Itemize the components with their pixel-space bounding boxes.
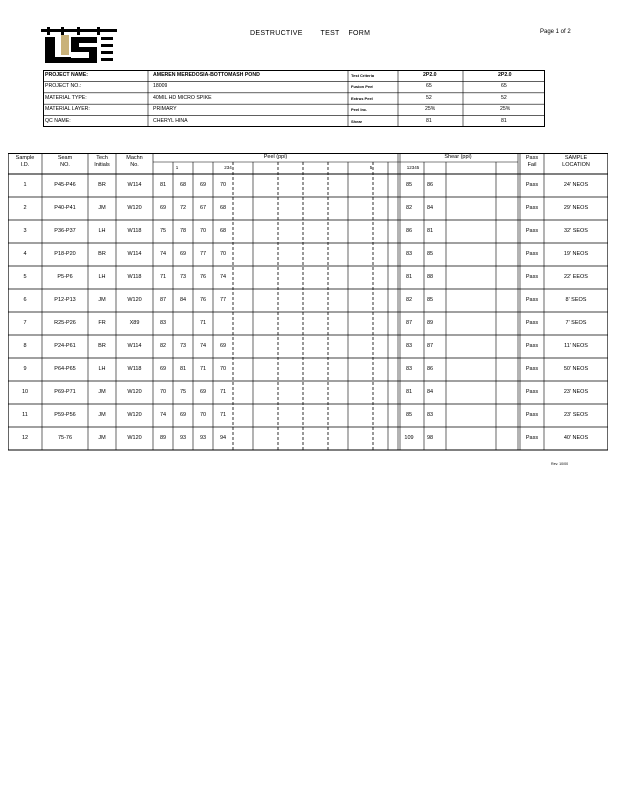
header-row-qc-name: [43, 116, 545, 127]
peel-value-cell: 74: [159, 251, 167, 257]
col-header-tech: Tech Initials: [94, 155, 110, 168]
machine-no-cell: W114: [127, 251, 142, 257]
sample-location-cell: 19' NEOS: [563, 251, 589, 257]
pass-fail-cell: Pass: [525, 389, 539, 395]
peel-sub-1: 1: [175, 165, 179, 170]
shear-value-cell: 81: [405, 274, 413, 280]
sample-location-cell: 23' NEOS: [563, 389, 589, 395]
machine-no-cell: W120: [127, 435, 142, 441]
sample-id-cell: 1: [23, 182, 27, 188]
peel-value-cell: 69: [219, 343, 227, 349]
peel-value-cell: 94: [219, 435, 227, 441]
peel-value-cell: 69: [179, 412, 187, 418]
project-no-label: PROJECT NO.:: [45, 83, 82, 90]
seam-no-cell: P12-P13: [54, 297, 76, 303]
pass-fail-cell: Pass: [525, 251, 539, 257]
shear-value-cell: 98: [426, 435, 434, 441]
machine-no-cell: W120: [127, 389, 142, 395]
peel-value-cell: 70: [199, 412, 207, 418]
peel-value-cell: 70: [199, 228, 207, 234]
shear-label: Shear: [351, 118, 363, 124]
shear-value-cell: 89: [426, 320, 434, 326]
peel-value-cell: 93: [179, 435, 187, 441]
material-layer-value: PRIMARY: [153, 106, 177, 113]
shear-value-cell: 81: [426, 228, 434, 234]
seam-no-cell: P18-P20: [54, 251, 76, 257]
peel-value-cell: 69: [159, 205, 167, 211]
seam-no-cell: P36-P37: [54, 228, 76, 234]
sample-location-cell: 11' NEOS: [564, 343, 588, 349]
seam-no-cell: P64-P65: [54, 366, 76, 372]
shear-value-cell: 87: [426, 343, 434, 349]
sample-location-cell: 50' NEOS: [563, 366, 589, 372]
tech-initials-cell: LH: [98, 228, 106, 234]
peel-value-cell: 77: [219, 297, 227, 303]
peel-value-cell: 68: [219, 205, 227, 211]
peel-value-cell: 71: [199, 366, 207, 372]
sample-id-cell: 9: [23, 366, 27, 372]
peel-value-cell: 74: [199, 343, 207, 349]
peel-value-cell: 93: [199, 435, 207, 441]
peel-inc-col2: 25%: [500, 106, 511, 113]
sample-id-cell: 4: [23, 251, 27, 257]
pass-fail-cell: Pass: [525, 228, 539, 234]
peel-value-cell: 83: [159, 320, 167, 326]
qc-name-value: CHERYL HINA: [153, 117, 188, 124]
seam-no-cell: R25-P26: [54, 320, 76, 326]
peel-value-cell: 71: [199, 320, 207, 326]
peel-value-cell: 72: [179, 205, 187, 211]
shear-value-cell: 87: [405, 320, 413, 326]
tech-initials-cell: BR: [98, 182, 106, 188]
shear-value-cell: 109: [404, 435, 414, 441]
header-row-material-type: [43, 93, 545, 104]
criteria-col1: 2P2.0: [423, 72, 437, 78]
sample-location-cell: 40' NEOS: [563, 435, 589, 441]
tech-initials-cell: BR: [98, 251, 106, 257]
peel-value-cell: 70: [219, 251, 227, 257]
shear-value-cell: 84: [426, 205, 434, 211]
material-type-value: 40MIL HD MICRO SPIKE: [153, 94, 212, 101]
pass-fail-cell: Pass: [525, 366, 539, 372]
machine-no-cell: W120: [127, 297, 142, 303]
peel-value-cell: 78: [179, 228, 187, 234]
qc-name-label: QC NAME:: [45, 117, 71, 124]
tech-initials-cell: JM: [98, 297, 106, 303]
header-row-project-no: [43, 81, 545, 92]
shear-value-cell: 86: [405, 228, 413, 234]
tech-initials-cell: JM: [98, 435, 106, 441]
seam-no-cell: 75-76: [57, 435, 73, 441]
material-layer-label: MATERIAL LAYER:: [45, 106, 90, 113]
criteria-col2: 2P2.0: [498, 72, 512, 78]
sample-id-cell: 7: [23, 320, 27, 326]
project-header: [43, 70, 545, 127]
tech-initials-cell: JM: [98, 389, 106, 395]
pass-fail-cell: Pass: [525, 205, 539, 211]
col-header-location: SAMPLE LOCATION: [562, 155, 590, 168]
sample-id-cell: 5: [23, 274, 27, 280]
shear-value-cell: 85: [405, 182, 413, 188]
page-number: Page 1 of 2: [540, 29, 571, 35]
sample-id-cell: 12: [21, 435, 29, 441]
tech-initials-cell: JM: [98, 205, 106, 211]
col-header-sample: Sample I.D.: [15, 155, 35, 168]
peel-value-cell: 71: [219, 412, 227, 418]
fusion-peel-col1: 65: [426, 83, 432, 90]
peel-inc-label: Peel Inc.: [351, 107, 368, 113]
peel-value-cell: 70: [219, 366, 227, 372]
machine-no-cell: W118: [127, 228, 142, 234]
peel-value-cell: 67: [199, 205, 207, 211]
project-name-label: PROJECT NAME:: [45, 72, 88, 78]
shear-col2: 81: [501, 117, 507, 124]
shear-value-cell: 85: [426, 251, 434, 257]
shear-value-cell: 83: [405, 251, 413, 257]
machine-no-cell: W120: [127, 205, 142, 211]
extrus-peel-label: Extrus Peel: [351, 95, 373, 101]
shear-sub: 12345: [406, 165, 420, 170]
peel-value-cell: 82: [159, 343, 167, 349]
pass-fail-cell: Pass: [525, 320, 539, 326]
seam-no-cell: P45-P46: [54, 182, 76, 188]
pass-fail-cell: Pass: [525, 297, 539, 303]
tech-initials-cell: JM: [98, 412, 106, 418]
shear-col1: 81: [426, 117, 432, 124]
peel-value-cell: 69: [179, 251, 187, 257]
peel-value-cell: 71: [219, 389, 227, 395]
peel-value-cell: 77: [199, 251, 207, 257]
form-title: DESTRUCTIVE TEST FORM: [250, 30, 371, 37]
peel-value-cell: 74: [219, 274, 227, 280]
sample-id-cell: 10: [21, 389, 29, 395]
sample-location-cell: 29' NEOS: [563, 205, 589, 211]
peel-value-cell: 68: [179, 182, 187, 188]
material-type-label: MATERIAL TYPE:: [45, 94, 87, 101]
sample-location-cell: 22' EEOS: [564, 274, 588, 280]
shear-value-cell: 88: [426, 274, 434, 280]
sample-location-cell: 7' SEOS: [565, 320, 587, 326]
col-header-peel: Peel (ppi): [263, 154, 288, 160]
tech-initials-cell: LH: [98, 274, 106, 280]
peel-value-cell: 71: [159, 274, 167, 280]
pass-fail-cell: Pass: [525, 412, 539, 418]
peel-value-cell: 75: [159, 228, 167, 234]
col-header-passfail: Pass Fail: [525, 155, 539, 168]
peel-value-cell: 73: [179, 274, 187, 280]
seam-no-cell: P59-P56: [54, 412, 76, 418]
peel-value-cell: 84: [179, 297, 187, 303]
extrus-peel-col1: 52: [426, 94, 432, 101]
sample-location-cell: 32' SEOS: [564, 228, 588, 234]
company-logo: [41, 27, 117, 65]
col-header-seam: Seam NO.: [57, 155, 73, 168]
pass-fail-cell: Pass: [525, 343, 539, 349]
shear-value-cell: 84: [426, 389, 434, 395]
peel-value-cell: 76: [199, 274, 207, 280]
tech-initials-cell: LH: [98, 366, 106, 372]
shear-value-cell: 83: [405, 366, 413, 372]
machine-no-cell: W114: [127, 182, 142, 188]
pass-fail-cell: Pass: [525, 182, 539, 188]
sample-id-cell: 3: [23, 228, 27, 234]
tech-initials-cell: FR: [98, 320, 106, 326]
seam-no-cell: P24-P61: [54, 343, 76, 349]
shear-value-cell: 82: [405, 205, 413, 211]
machine-no-cell: W118: [127, 274, 142, 280]
sample-id-cell: 8: [23, 343, 27, 349]
peel-value-cell: 69: [199, 182, 207, 188]
peel-value-cell: 81: [159, 182, 167, 188]
shear-value-cell: 81: [405, 389, 413, 395]
sample-location-cell: 24' NEOS: [563, 182, 589, 188]
sample-id-cell: 2: [23, 205, 27, 211]
seam-no-cell: P5-P6: [57, 274, 73, 280]
tech-initials-cell: BR: [98, 343, 106, 349]
pass-fail-cell: Pass: [525, 274, 539, 280]
shear-value-cell: 85: [426, 297, 434, 303]
seam-no-cell: P40-P41: [54, 205, 76, 211]
machine-no-cell: W118: [127, 366, 142, 372]
sample-id-cell: 11: [22, 412, 28, 418]
peel-value-cell: 81: [179, 366, 187, 372]
machine-no-cell: X89: [129, 320, 140, 326]
shear-value-cell: 83: [426, 412, 434, 418]
fusion-peel-col2: 65: [501, 83, 507, 90]
fusion-peel-label: Fusion Peel: [351, 84, 374, 90]
col-header-machine: Machn No.: [126, 155, 143, 168]
shear-value-cell: 82: [405, 297, 413, 303]
sample-location-cell: 23' SEOS: [564, 412, 588, 418]
peel-inc-col1: 25%: [425, 106, 436, 113]
pass-fail-cell: Pass: [525, 435, 539, 441]
shear-value-cell: 83: [405, 343, 413, 349]
peel-value-cell: 73: [179, 343, 187, 349]
machine-no-cell: W120: [127, 412, 142, 418]
peel-value-cell: 76: [199, 297, 207, 303]
header-row-material-layer: [43, 104, 545, 115]
shear-value-cell: 85: [405, 412, 413, 418]
peel-value-cell: 70: [219, 182, 227, 188]
seam-no-cell: P69-P71: [54, 389, 76, 395]
col-header-shear: Shear (ppi): [444, 154, 472, 160]
extrus-peel-col2: 52: [501, 94, 507, 101]
machine-no-cell: W114: [127, 343, 142, 349]
peel-value-cell: 69: [199, 389, 207, 395]
peel-value-cell: 70: [159, 389, 167, 395]
project-no-value: 18009: [153, 83, 168, 90]
peel-value-cell: 68: [219, 228, 227, 234]
peel-value-cell: 75: [179, 389, 187, 395]
sample-location-cell: 8' SEOS: [565, 297, 587, 303]
shear-value-cell: 86: [426, 182, 434, 188]
revision-note: Rev. 10/00: [551, 462, 569, 466]
peel-value-cell: 69: [159, 366, 167, 372]
test-criteria-label: Test Criteria: [351, 73, 375, 78]
peel-sub-5: 5: [369, 165, 373, 170]
peel-value-cell: 89: [159, 435, 167, 441]
sample-id-cell: 6: [23, 297, 27, 303]
peel-value-cell: 87: [159, 297, 167, 303]
peel-value-cell: 74: [159, 412, 167, 418]
peel-sub-234: 234: [224, 165, 232, 170]
project-name-value: AMEREN MEREDOSIA-BOTTOMASH POND: [153, 72, 260, 78]
header-row-project-name: [43, 70, 545, 81]
shear-value-cell: 86: [426, 366, 434, 372]
